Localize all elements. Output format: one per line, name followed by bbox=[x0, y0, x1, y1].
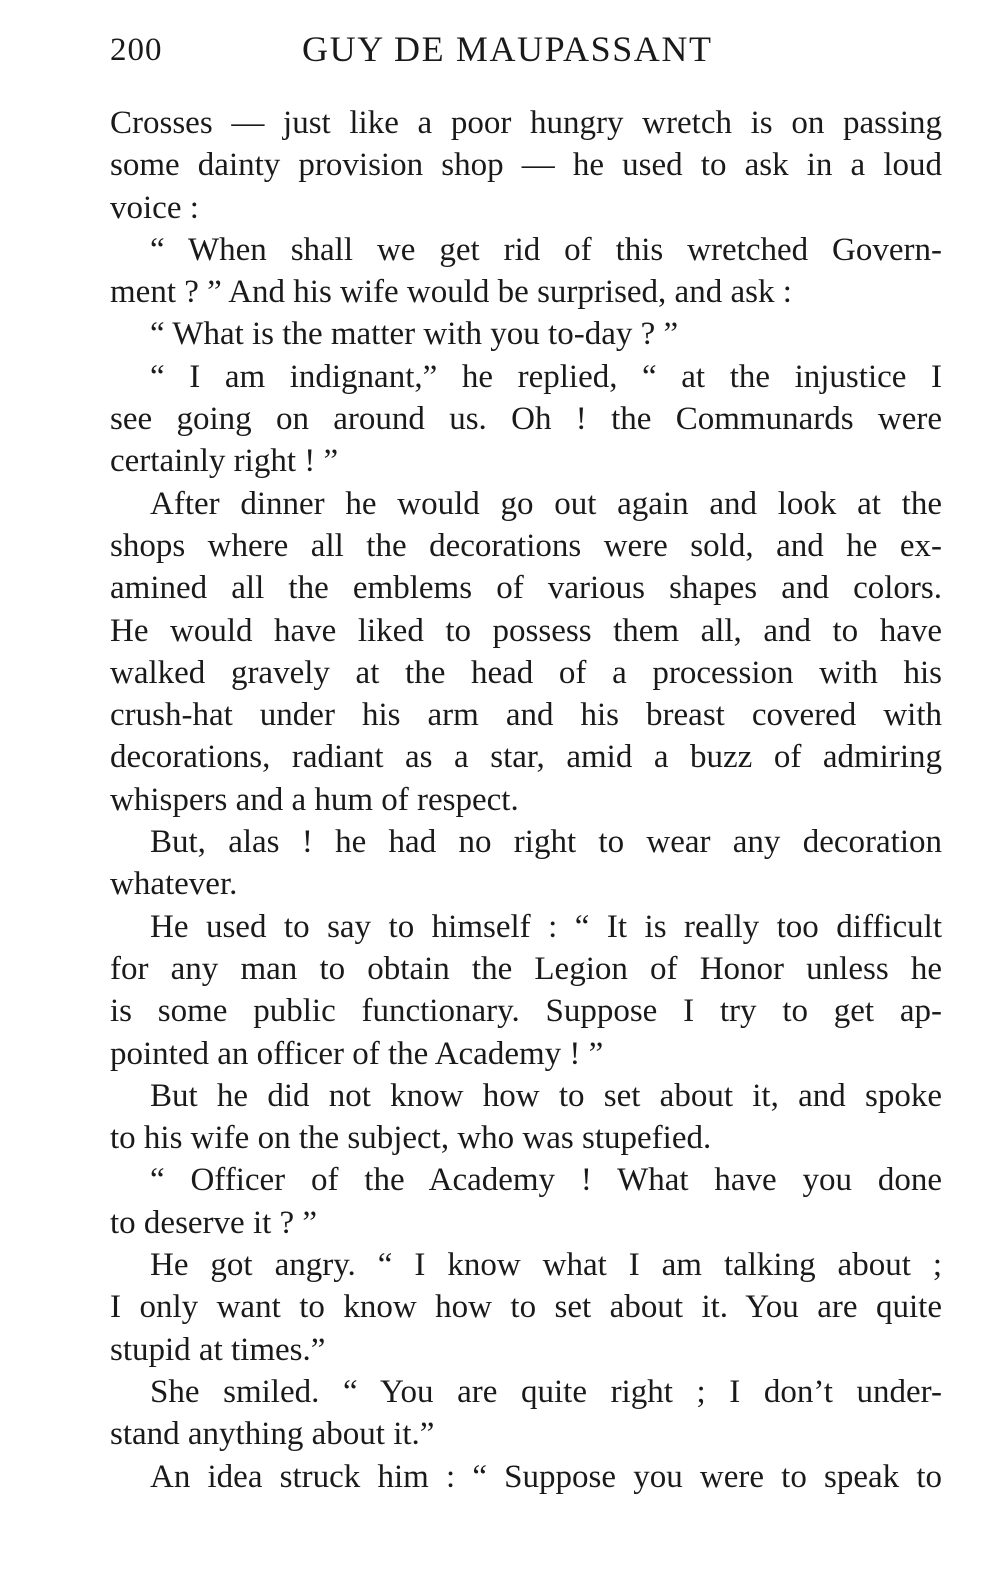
text-line: “ What is the matter with you to-day ? ” bbox=[150, 316, 679, 353]
text-line: “ Officer of the Academy ! What have you done bbox=[150, 1162, 942, 1199]
text-line: He used to say to himself : “ It is really too difficult bbox=[150, 908, 942, 945]
text-line: “ I am indignant,” he replied, “ at the injustice I bbox=[150, 358, 942, 395]
text-line: But, alas ! he had no right to wear any decoration bbox=[150, 824, 942, 861]
text-line: After dinner he would go out again and look at the bbox=[150, 485, 942, 522]
text-line: whatever. bbox=[110, 866, 238, 903]
text-line: is some public functionary. Suppose I try to get ap- bbox=[110, 993, 942, 1030]
text-line: He would have liked to possess them all, and to have bbox=[110, 612, 942, 649]
text-line: Crosses — just like a poor hungry wretch is on passing bbox=[110, 105, 942, 141]
text-line: stand anything about it.” bbox=[110, 1416, 435, 1453]
text-line: He got angry. “ I know what I am talking about ; bbox=[150, 1247, 942, 1284]
text-line: But he did not know how to set about it, and spoke bbox=[150, 1077, 942, 1114]
text-line: whispers and a hum of respect. bbox=[110, 781, 519, 818]
body-text bbox=[110, 102, 942, 1498]
text-line: crush-hat under his arm and his breast covered with bbox=[110, 697, 942, 734]
text-line: She smiled. “ You are quite right ; I don’t under- bbox=[150, 1373, 942, 1410]
text-line: voice : bbox=[110, 189, 199, 226]
running-head: GUY DE MAUPASSANT bbox=[302, 29, 713, 69]
page-number: 200 bbox=[110, 32, 163, 68]
text-line: stupid at times.” bbox=[110, 1331, 326, 1368]
text-line: shops where all the decorations were sold, and he ex- bbox=[110, 527, 942, 564]
text-line: to his wife on the subject, who was stupefied. bbox=[110, 1120, 712, 1157]
text-line: some dainty provision shop — he used to ask in a loud bbox=[110, 147, 942, 184]
text-line: walked gravely at the head of a procession with his bbox=[110, 654, 942, 691]
text-line: I only want to know how to set about it. You are quite bbox=[110, 1289, 942, 1326]
text-line: ment ? ” And his wife would be surprised, and ask : bbox=[110, 274, 792, 311]
text-line: pointed an officer of the Academy ! ” bbox=[110, 1035, 604, 1072]
text-line: amined all the emblems of various shapes and colors. bbox=[110, 570, 942, 607]
text-line: certainly right ! ” bbox=[110, 443, 339, 480]
text-line: An idea struck him : “ Suppose you were to speak to bbox=[150, 1458, 942, 1495]
text-line: “ When shall we get rid of this wretched Govern- bbox=[150, 231, 942, 268]
page-header bbox=[110, 28, 942, 78]
text-line: for any man to obtain the Legion of Honor unless he bbox=[110, 950, 942, 987]
text-line: decorations, radiant as a star, amid a buzz of admiring bbox=[110, 739, 942, 776]
text-line: see going on around us. Oh ! the Communards were bbox=[110, 401, 942, 438]
text-line: to deserve it ? ” bbox=[110, 1204, 318, 1241]
